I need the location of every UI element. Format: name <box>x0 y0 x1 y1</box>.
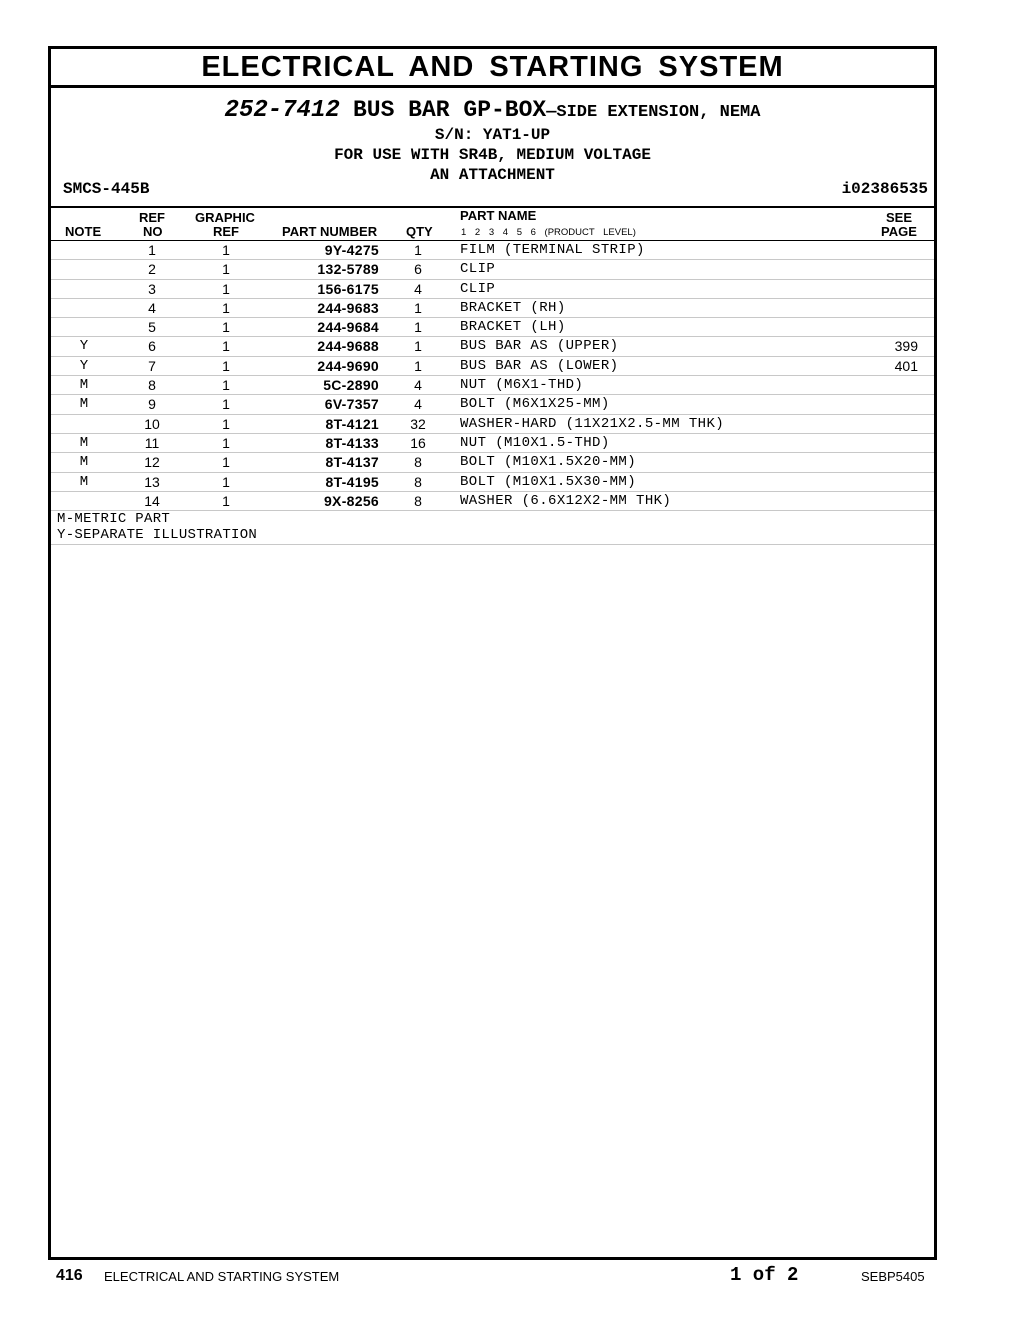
part-name-cell: FILM (TERMINAL STRIP) <box>460 242 645 258</box>
graphic-ref-cell: 1 <box>222 357 230 374</box>
note-cell: M <box>79 454 89 471</box>
group-number: 252-7412 <box>224 97 340 124</box>
ref-cell: 11 <box>144 434 160 451</box>
note-cell: M <box>79 377 89 394</box>
identifier-row <box>51 176 934 208</box>
part-number-cell: 244-9683 <box>317 299 379 316</box>
attachment-type: AN ATTACHMENT <box>430 166 555 184</box>
col-see-top: SEE <box>886 210 913 225</box>
part-name-cell: WASHER-HARD (11X21X2.5-MM THK) <box>460 415 725 432</box>
ref-cell: 8 <box>148 377 156 394</box>
qty-cell: 4 <box>414 280 422 297</box>
illustration-id: i02386535 <box>841 180 928 198</box>
table-row <box>51 473 934 492</box>
page-number: 416 <box>56 1267 83 1284</box>
ref-cell: 13 <box>144 473 160 490</box>
qty-cell: 1 <box>414 357 422 374</box>
part-name-cell: CLIP <box>460 261 496 278</box>
part-number-cell: 8T-4121 <box>325 415 379 432</box>
graphic-ref-cell: 1 <box>222 434 230 451</box>
ref-cell: 1 <box>148 242 156 258</box>
part-name-cell: WASHER (6.6X12X2-MM THK) <box>460 492 672 509</box>
group-title <box>51 98 934 125</box>
parts-page-frame <box>48 46 937 1260</box>
part-number-cell: 6V-7357 <box>324 396 379 413</box>
group-name: BUS BAR GP-BOX <box>352 97 547 123</box>
qty-cell: 1 <box>414 319 422 336</box>
graphic-ref-cell: 1 <box>222 492 230 509</box>
qty-cell: 4 <box>414 377 422 394</box>
table-row <box>51 299 934 318</box>
part-number-cell: 156-6175 <box>317 280 379 297</box>
usage-note: FOR USE WITH SR4B, MEDIUM VOLTAGE <box>334 146 651 164</box>
note-cell: M <box>79 396 89 413</box>
qty-cell: 1 <box>414 299 422 316</box>
qty-cell: 16 <box>410 434 426 451</box>
graphic-ref-cell: 1 <box>222 261 230 278</box>
graphic-ref-cell: 1 <box>222 338 230 355</box>
qty-cell: 8 <box>414 473 422 490</box>
qty-cell: 4 <box>414 396 422 413</box>
ref-cell: 2 <box>148 261 156 278</box>
ref-cell: 14 <box>144 492 160 509</box>
graphic-ref-cell: 1 <box>222 319 230 336</box>
table-row <box>51 241 934 260</box>
col-ref-bottom: NO <box>143 224 163 239</box>
table-row <box>51 318 934 337</box>
ref-cell: 10 <box>144 415 160 432</box>
part-number-cell: 8T-4195 <box>325 473 379 490</box>
note-cell: M <box>79 473 89 490</box>
legend-notes <box>51 511 934 545</box>
table-row <box>51 453 934 472</box>
ref-cell: 4 <box>148 299 156 316</box>
qty-cell: 6 <box>414 261 422 278</box>
col-part-number: PART NUMBER <box>282 224 378 239</box>
graphic-ref-cell: 1 <box>222 280 230 297</box>
part-number-cell: 9X-8256 <box>323 492 379 509</box>
qty-cell: 1 <box>414 242 422 258</box>
legend-separate-illustration: Y-SEPARATE ILLUSTRATION <box>57 526 258 543</box>
part-name-cell: BOLT (M10X1.5X20-MM) <box>460 454 637 471</box>
table-row <box>51 434 934 453</box>
part-number-cell: 244-9688 <box>317 338 379 355</box>
table-row <box>51 280 934 299</box>
part-name-cell: NUT (M10X1.5-THD) <box>460 434 610 451</box>
graphic-ref-cell: 1 <box>222 377 230 394</box>
column-header <box>51 208 934 241</box>
table-row <box>51 395 934 414</box>
footer-section: ELECTRICAL AND STARTING SYSTEM <box>104 1269 340 1284</box>
qty-cell: 8 <box>414 492 422 509</box>
col-graphic-bottom: REF <box>213 224 239 239</box>
part-name-cell: NUT (M6X1-THD) <box>460 377 584 394</box>
ref-cell: 7 <box>148 357 156 374</box>
table-row <box>51 260 934 279</box>
qty-cell: 1 <box>414 338 422 355</box>
part-name-cell: BOLT (M10X1.5X30-MM) <box>460 473 637 490</box>
part-number-cell: 8T-4137 <box>325 454 379 471</box>
ref-cell: 12 <box>144 454 160 471</box>
ref-cell: 3 <box>148 280 156 297</box>
col-graphic-top: GRAPHIC <box>195 210 255 225</box>
document-number: SEBP5405 <box>861 1269 925 1284</box>
qty-cell: 8 <box>414 454 422 471</box>
page-footer <box>0 1264 1020 1288</box>
see-page-cell: 399 <box>894 338 918 355</box>
parts-table <box>51 241 934 511</box>
ref-cell: 9 <box>148 396 156 413</box>
graphic-ref-cell: 1 <box>222 454 230 471</box>
table-row <box>51 492 934 511</box>
part-name-cell: BUS BAR AS (UPPER) <box>460 338 619 355</box>
table-row <box>51 415 934 434</box>
part-number-cell: 9Y-4275 <box>324 242 379 258</box>
serial-number: S/N: YAT1-UP <box>434 126 551 144</box>
part-name-cell: BRACKET (LH) <box>460 319 566 336</box>
note-cell: Y <box>79 338 89 355</box>
graphic-ref-cell: 1 <box>222 299 230 316</box>
col-see-bottom: PAGE <box>881 224 917 239</box>
col-ref-top: REF <box>139 210 165 225</box>
col-qty: QTY <box>406 224 433 239</box>
part-number-cell: 5C-2890 <box>323 377 379 394</box>
graphic-ref-cell: 1 <box>222 396 230 413</box>
part-name-cell: BRACKET (RH) <box>460 299 566 316</box>
part-name-cell: BUS BAR AS (LOWER) <box>460 357 619 374</box>
graphic-ref-cell: 1 <box>222 415 230 432</box>
col-note: NOTE <box>65 224 102 239</box>
table-row <box>51 376 934 395</box>
legend-metric: M-METRIC PART <box>57 511 171 528</box>
table-row <box>51 337 934 356</box>
note-cell: Y <box>79 357 89 374</box>
part-number-cell: 244-9690 <box>317 357 379 374</box>
system-title: ELECTRICAL AND STARTING SYSTEM <box>51 49 934 88</box>
col-part-name: PART NAME <box>460 208 537 223</box>
smcs-code: SMCS-445B <box>63 180 150 198</box>
part-name-cell: CLIP <box>460 280 496 297</box>
qty-cell: 32 <box>410 415 426 432</box>
part-number-cell: 8T-4133 <box>325 434 379 451</box>
sheet-count: 1 of 2 <box>730 1264 799 1286</box>
note-cell: M <box>79 434 89 451</box>
ref-cell: 6 <box>148 338 156 355</box>
graphic-ref-cell: 1 <box>222 473 230 490</box>
see-page-cell: 401 <box>894 357 918 374</box>
col-product-levels: 1 2 3 4 5 6 (PRODUCT LEVEL) <box>461 227 636 238</box>
group-header <box>51 88 934 184</box>
graphic-ref-cell: 1 <box>222 242 230 258</box>
part-number-cell: 244-9684 <box>317 319 379 336</box>
group-suffix: —SIDE EXTENSION, NEMA <box>546 103 761 122</box>
part-name-cell: BOLT (M6X1X25-MM) <box>460 396 610 413</box>
part-number-cell: 132-5789 <box>317 261 379 278</box>
ref-cell: 5 <box>148 319 156 336</box>
table-row <box>51 357 934 376</box>
